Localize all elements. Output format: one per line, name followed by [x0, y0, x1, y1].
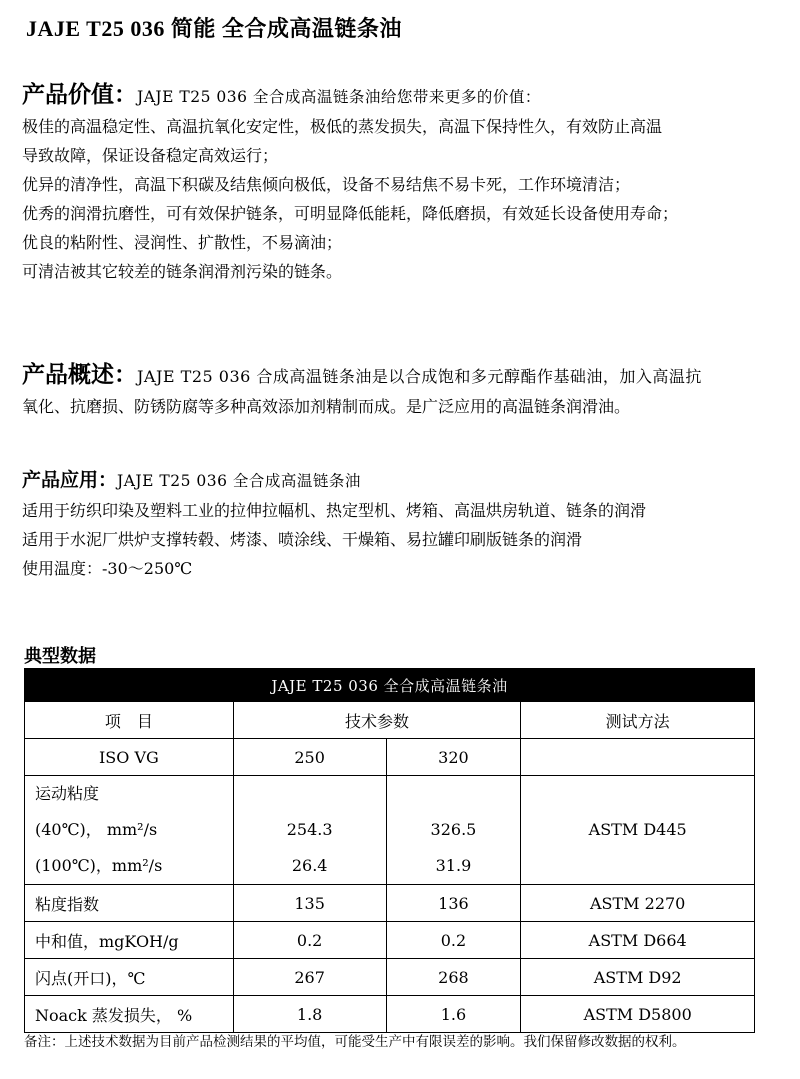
table-column-header-row: [25, 702, 755, 739]
row-item: ISO VG: [25, 739, 234, 776]
section-value-heading: 产品价值：: [22, 82, 137, 108]
row-value-2: [386, 776, 521, 885]
section-value: [22, 78, 678, 286]
row-method: ASTM D92: [521, 959, 755, 996]
col-item-header: 项 目: [25, 702, 234, 739]
section-application: [22, 464, 646, 583]
row-value-2: 0.2: [386, 922, 521, 959]
col-param-header: 技术参数: [233, 702, 521, 739]
row-value-2: 136: [386, 885, 521, 922]
col-method-header: 测试方法: [521, 702, 755, 739]
value-line: 优异的清净性，高温下积碳及结焦倾向极低，设备不易结焦不易卡死，工作环境清洁；: [22, 175, 631, 194]
row-method: ASTM D5800: [521, 996, 755, 1033]
value-line: 优秀的润滑抗磨性，可有效保护链条，可明显降低能耗，降低磨损，有效延长设备使用寿命；: [22, 204, 679, 223]
viscosity-100-value-1: 26.4: [291, 856, 328, 875]
viscosity-40-value-1: 254.3: [286, 820, 333, 839]
row-value-1: [233, 776, 386, 885]
value-line: 极佳的高温稳定性、高温抗氧化安定性，极低的蒸发损失，高温下保持性久，有效防止高温: [22, 117, 663, 136]
row-value-1: 135: [233, 885, 386, 922]
row-value-1: 267: [233, 959, 386, 996]
row-item: 粘度指数: [25, 885, 234, 922]
row-item: 中和值，mgKOH/g: [25, 922, 234, 959]
section-application-intro: JAJE T25 036 全合成高温链条油: [117, 472, 361, 490]
table-row: [25, 922, 755, 959]
value-line: 优良的粘附性、浸润性、扩散性，不易滴油；: [22, 233, 343, 252]
viscosity-100-label: (100℃)，mm²/s: [35, 856, 163, 875]
section-application-heading: 产品应用：: [22, 469, 118, 491]
table-row: [25, 776, 755, 885]
section-value-intro: JAJE T25 036 全合成高温链条油给您带来更多的价值：: [137, 88, 541, 106]
section-overview: [22, 358, 702, 421]
value-line: 可清洁被其它较差的链条润滑剂污染的链条。: [22, 262, 343, 281]
document-title: JAJE T25 036 简能 全合成高温链条油: [26, 16, 402, 41]
row-method: ASTM 2270: [521, 885, 755, 922]
viscosity-method: ASTM D445: [588, 820, 687, 839]
row-item: 闪点(开口)，℃: [25, 959, 234, 996]
table-header-row: [25, 669, 755, 702]
section-overview-heading: 产品概述：: [22, 362, 137, 388]
viscosity-100-value-2: 31.9: [435, 856, 472, 875]
application-line: 适用于水泥厂烘炉支撑转毂、烤漆、喷涂线、干燥箱、易拉罐印刷版链条的润滑: [22, 530, 583, 549]
row-value-2: 1.6: [386, 996, 521, 1033]
table-row: [25, 996, 755, 1033]
footnote: 备注：上述技术数据为目前产品检测结果的平均值，可能受生产中有限误差的影响。我们保留修改数据的权利。: [24, 1034, 686, 1050]
section-overview-intro: JAJE T25 036 合成高温链条油是以合成饱和多元醇酯作基础油，加入高温抗: [137, 367, 702, 386]
table-product-header: JAJE T25 036 全合成高温链条油: [25, 669, 755, 702]
table-row: [25, 959, 755, 996]
row-value-2: 268: [386, 959, 521, 996]
row-value-1: 1.8: [233, 996, 386, 1033]
typical-data-table: [24, 668, 755, 1033]
row-value-2: 320: [386, 739, 521, 776]
application-line: 适用于纺织印染及塑料工业的拉伸拉幅机、热定型机、烤箱、高温烘房轨道、链条的润滑: [22, 501, 647, 520]
table-row: [25, 739, 755, 776]
row-value-1: 250: [233, 739, 386, 776]
value-line: 导致故障，保证设备稳定高效运行；: [22, 146, 279, 165]
viscosity-40-label: (40℃)， mm²/s: [35, 820, 158, 839]
row-method: [521, 776, 755, 885]
row-method: [521, 739, 755, 776]
typical-data-title: 典型数据: [24, 646, 96, 667]
application-line: 使用温度：-30～250℃: [22, 559, 193, 578]
row-item-viscosity: [25, 776, 234, 885]
row-method: ASTM D664: [521, 922, 755, 959]
row-value-1: 0.2: [233, 922, 386, 959]
viscosity-label: 运动粘度: [35, 784, 100, 803]
viscosity-40-value-2: 326.5: [430, 820, 477, 839]
row-item: Noack 蒸发损失， %: [25, 996, 234, 1033]
table-row: [25, 885, 755, 922]
overview-line: 氧化、抗磨损、防锈防腐等多种高效添加剂精制而成。是广泛应用的高温链条润滑油。: [22, 397, 631, 416]
